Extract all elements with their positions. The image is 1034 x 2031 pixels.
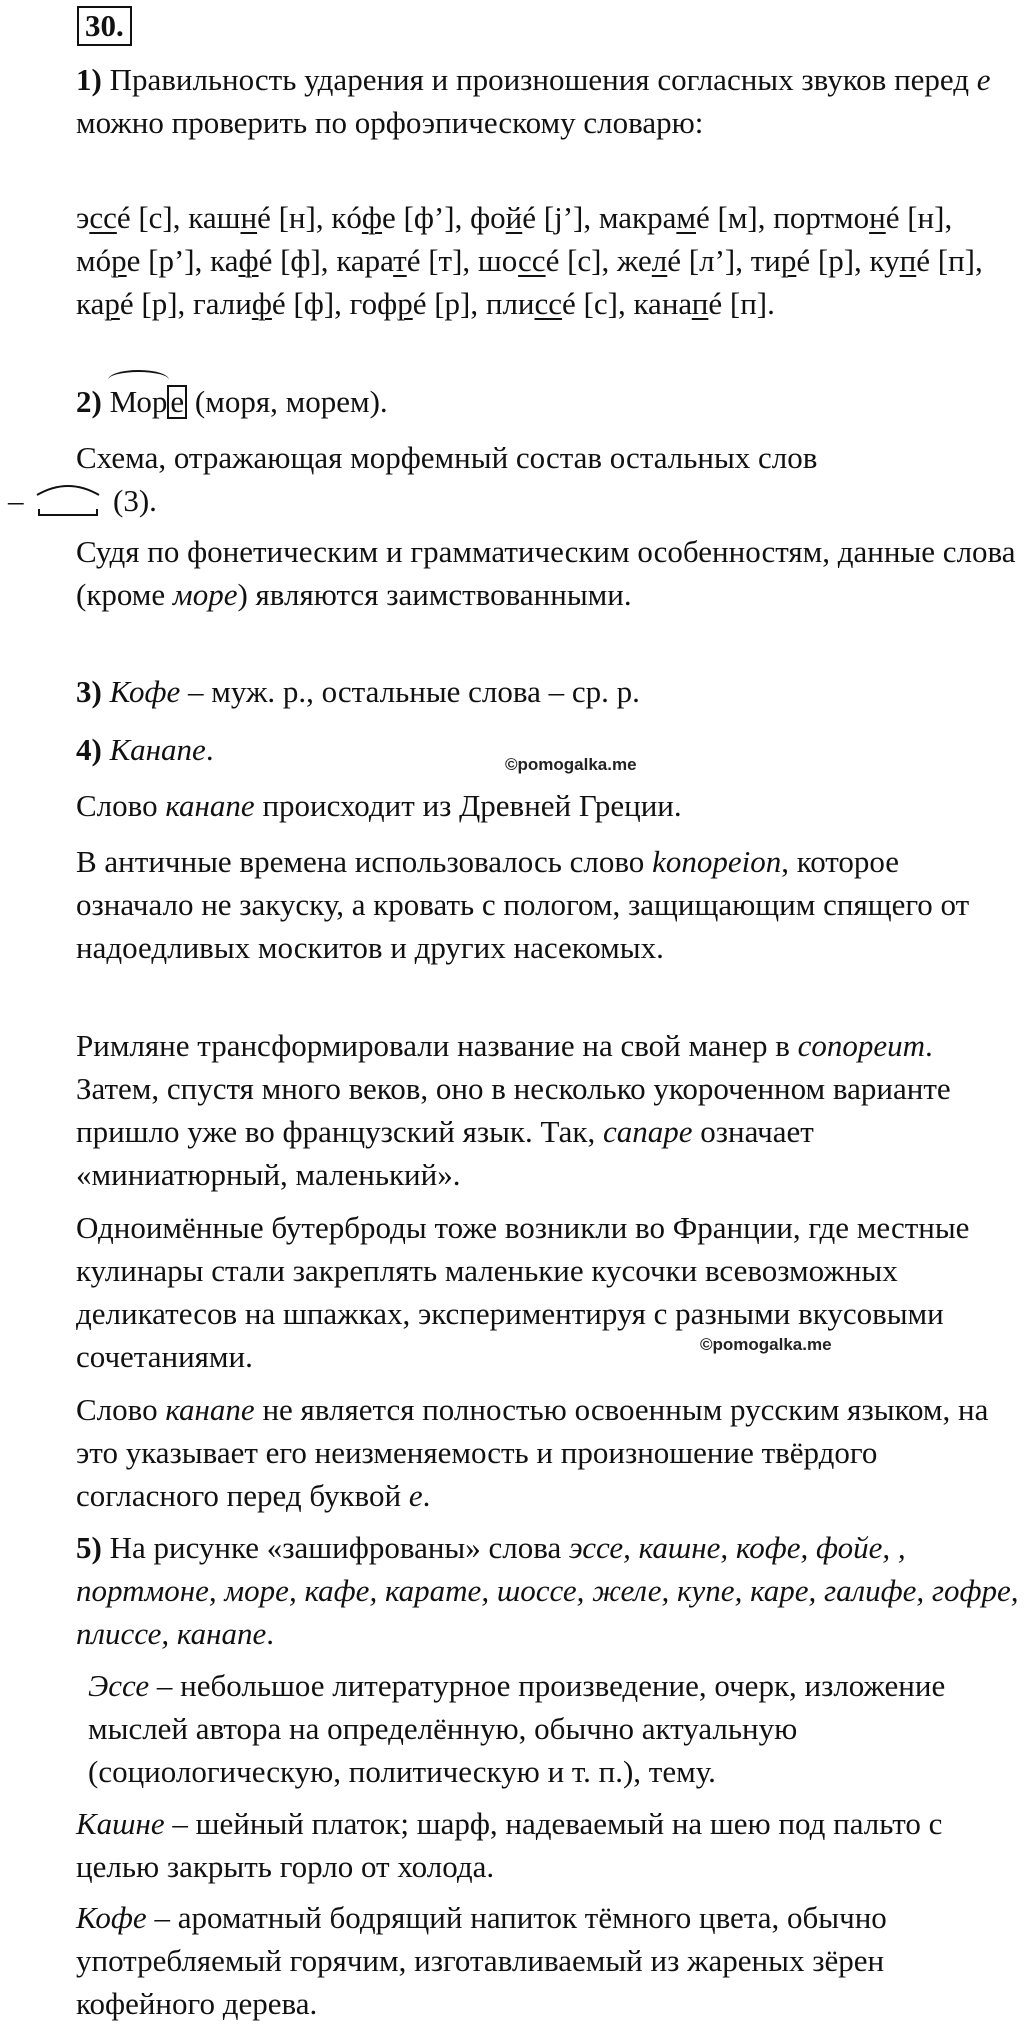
marker-4: 4) — [76, 732, 102, 767]
watermark-1: ©pomogalka.me — [505, 755, 637, 774]
def-esse — [8, 1664, 1034, 1793]
marker-1: 1) — [76, 62, 102, 97]
morpheme-scheme-icon — [31, 483, 105, 517]
def-kofe-text: – ароматный бодрящий напиток тёмного цвета, обычно употребляемый горячим, изготавливаемый из жареных зёрен кофейного дерева. — [76, 1900, 887, 2021]
origin-a: Слово — [76, 788, 166, 823]
p5-text: На рисунке «зашифрованы» слова — [101, 1530, 569, 1565]
conclusion-a: Судя по фонетическим и грамматическим особенностям, данные слова (кроме — [76, 534, 1016, 612]
antiq-word: konopeion — [652, 844, 782, 879]
scheme-paragraph — [8, 436, 1022, 522]
rus-b: не является полностью освоенным русским языком, на это указывает его неизменяемость и произношение твёрдого согласного перед буквой — [76, 1392, 989, 1513]
origin-b: происходит из Древней Греции. — [254, 788, 682, 823]
p3-text: – муж. р., остальные слова – ср. р. — [180, 674, 640, 709]
p1-text-a: Правильность ударения и произношения согласных звуков перед — [101, 62, 977, 97]
p3-word: Кофе — [109, 674, 181, 709]
antiq-b: , которое означало не закуску, а кровать с пологом, защищающим спящего от надоедливых москитов и других насекомых. — [76, 844, 970, 965]
rome-paragraph — [8, 1024, 1022, 1196]
paragraph-4: 4) Канапе. — [76, 732, 214, 767]
p1-letter-e: е — [976, 62, 991, 97]
word-esse: эссé [с], — [76, 200, 189, 235]
rus-c: . — [422, 1478, 431, 1513]
rome-c: означает «миниатюрный, маленький». — [76, 1114, 814, 1192]
p4-word: Канапе — [109, 732, 206, 767]
scheme-dash: – — [8, 483, 24, 518]
word-zhele: желé [л’], — [617, 243, 751, 278]
rome-a: Римляне трансформировали название на свой манер в — [76, 1028, 798, 1063]
def-esse-word: Эссе — [88, 1668, 150, 1703]
paragraph-1 — [8, 58, 1022, 144]
sandwich-paragraph: Одноимённые бутерброды тоже возникли во Франции, где местные кулинары стали закреплять маленькие кусочки всевозможных деликатесов на шпажках, экспериментируя с разными вкусовыми сочетаниями. — [76, 1210, 970, 1374]
rome-word: conopeum — [797, 1028, 926, 1063]
origin-word: канапе — [165, 788, 255, 823]
word-kafe: кафé [ф], — [210, 243, 337, 278]
word-kare: карé [р], — [76, 286, 194, 321]
conclusion-word: море — [172, 577, 238, 612]
paragraph-5: 5) На рисунке «зашифрованы» слова эссе, кашне, кофе, фойе, , портмоне, море, кафе, карате, шоссе, желе, купе, каре, галифе, гофре, плиссе, канапе. — [76, 1530, 1019, 1651]
scheme-text: Схема, отражающая морфемный состав остальных слов — [76, 440, 818, 475]
p1-text-b: можно проверить по орфоэпическому словарю: — [76, 105, 704, 140]
marker-5: 5) — [76, 1530, 102, 1565]
scheme-count: (3). — [105, 483, 157, 518]
def-kashne — [8, 1802, 1022, 1888]
marker-3: 3) — [76, 674, 102, 709]
word-foye: фойé [j’], — [470, 200, 599, 235]
def-kashne-word: Кашне — [76, 1806, 165, 1841]
word-plisse: плиссé [с], — [485, 286, 634, 321]
watermark-2: ©pomogalka.me — [700, 1335, 832, 1354]
word-tire: тирé [р], — [750, 243, 870, 278]
def-kashne-text: – шейный платок; шарф, надеваемый на шею под пальто с целью закрыть горло от холода. — [76, 1806, 943, 1884]
conclusion-paragraph — [8, 530, 1022, 616]
def-esse-text: – небольшое литературное произведение, очерк, изложение мыслей автора на определённую, обычно актуальную (социологическую, политическую и т. п.), тему. — [88, 1668, 946, 1789]
word-galife: галифé [ф], — [193, 286, 350, 321]
rus-a: Слово — [76, 1392, 166, 1427]
task-number: 30. — [77, 6, 132, 46]
rome-word2: canape — [602, 1114, 693, 1149]
word-kashne: кашнé [н], — [188, 200, 332, 235]
word-shosse: шоссé [с], — [477, 243, 617, 278]
antiquity-paragraph — [8, 840, 1022, 969]
morpheme-root: Мор — [110, 380, 168, 423]
word-kupe: купé [п], — [869, 243, 983, 278]
morpheme-ending: е — [167, 385, 187, 419]
word-kofe: кóфе [ф’], — [331, 200, 471, 235]
rus-e: е — [408, 1478, 423, 1513]
word-gofre: гофрé [р], — [349, 286, 486, 321]
antiq-a: В античные времена использовалось слово — [76, 844, 653, 879]
p5-list: эссе, кашне, кофе, фойе, , портмоне, море, кафе, карате, шоссе, желе, купе, каре, галифе, гофре, плиссе, канапе — [76, 1530, 1019, 1651]
def-kofe-word: Кофе — [76, 1900, 147, 1935]
rus-word: канапе — [165, 1392, 255, 1427]
rome-b: . Затем, спустя много веков, оно в несколько укороченном варианте пришло уже во французский язык. Так, — [76, 1028, 951, 1149]
marker-2: 2) — [76, 384, 102, 419]
word-kanape: канапé [п]. — [633, 286, 775, 321]
paragraph-2 — [8, 380, 1022, 423]
russian-paragraph — [8, 1388, 1022, 1517]
word-more: мóре [р’], — [76, 243, 211, 278]
word-karate: каратé [т], — [336, 243, 478, 278]
def-kofe — [8, 1896, 1022, 2025]
p2-forms: (моря, морем). — [187, 384, 388, 419]
word-list — [8, 196, 1022, 325]
paragraph-3 — [8, 670, 1022, 713]
word-portmone: портмонé [н], — [773, 200, 953, 235]
conclusion-b: ) являются заимствованными. — [237, 577, 632, 612]
word-makrame: макрамé [м], — [598, 200, 774, 235]
origin-paragraph — [8, 784, 1022, 827]
